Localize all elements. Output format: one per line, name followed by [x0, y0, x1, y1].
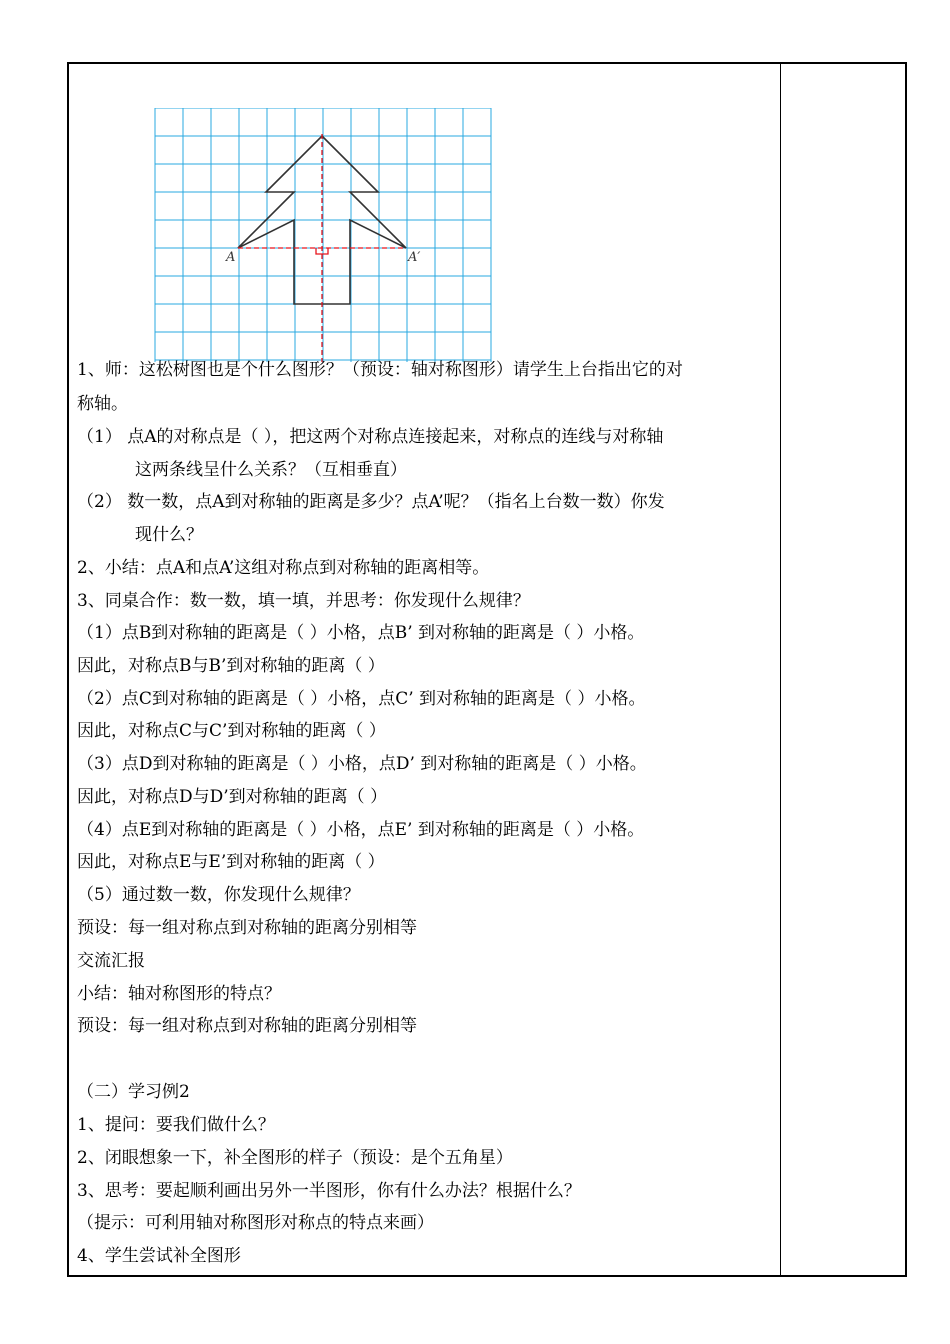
- pine-tree-symmetry-figure: [154, 108, 494, 364]
- text-line: 因此，对称点C与C’到对称轴的距离（ ）: [77, 721, 386, 741]
- table-border-top: [67, 62, 907, 64]
- text-line: （2） 数一数，点A到对称轴的距离是多少？点A’呢？（指名上台数一数）你发: [77, 492, 665, 512]
- text-line: 交流汇报: [77, 951, 145, 971]
- text-line: 小结：轴对称图形的特点？: [77, 984, 281, 1004]
- text-line: （4）点E到对称轴的距离是（ ）小格，点E’ 到对称轴的距离是（ ）小格。: [77, 820, 645, 840]
- text-line: 因此，对称点B与B’到对称轴的距离（ ）: [77, 656, 385, 676]
- table-border-bottom: [67, 1275, 907, 1277]
- text-line: 2、闭眼想象一下，补全图形的样子（预设：是个五角星）: [77, 1148, 513, 1168]
- text-line: 预设：每一组对称点到对称轴的距离分别相等: [77, 1016, 417, 1036]
- square-grid: [155, 108, 491, 362]
- text-line: 1、提问：要我们做什么？: [77, 1115, 275, 1135]
- text-line: 3、思考：要起顺利画出另外一半图形，你有什么办法？根据什么？: [77, 1181, 581, 1201]
- text-line: 这两条线呈什么关系？（互相垂直）: [135, 460, 407, 480]
- point-a-prime-label: A′: [408, 250, 421, 265]
- text-line: （1）点B到对称轴的距离是（ ）小格，点B’ 到对称轴的距离是（ ）小格。: [77, 623, 645, 643]
- text-line: 4、学生尝试补全图形: [77, 1246, 241, 1266]
- text-line: （3）点D到对称轴的距离是（ ）小格，点D’ 到对称轴的距离是（ ）小格。: [77, 754, 647, 774]
- text-line: 3、同桌合作：数一数，填一填，并思考：你发现什么规律？: [77, 591, 530, 611]
- point-a-label: A: [226, 250, 236, 265]
- text-line: 2、小结：点A和点A’这组对称点到对称轴的距离相等。: [77, 558, 490, 578]
- section-heading: （二）学习例2: [77, 1082, 190, 1102]
- table-border-right: [905, 62, 907, 1277]
- text-line: （提示：可利用轴对称图形对称点的特点来画）: [77, 1213, 434, 1233]
- table-border-left: [67, 62, 69, 1277]
- text-line: （1） 点A的对称点是（ ），把这两个对称点连接起来，对称点的连线与对称轴: [77, 427, 664, 447]
- text-line: 称轴。: [77, 394, 128, 414]
- text-line: 因此，对称点D与D’到对称轴的距离（ ）: [77, 787, 388, 807]
- text-line: （2）点C到对称轴的距离是（ ）小格，点C’ 到对称轴的距离是（ ）小格。: [77, 689, 646, 709]
- table-column-divider: [780, 62, 781, 1277]
- text-line: 因此，对称点E与E’到对称轴的距离（ ）: [77, 852, 385, 872]
- text-line: 现什么？: [135, 525, 203, 545]
- text-line: 1、师：这松树图也是个什么图形？（预设：轴对称图形）请学生上台指出它的对: [77, 360, 683, 380]
- text-line: （5）通过数一数，你发现什么规律？: [77, 885, 360, 905]
- text-line: 预设：每一组对称点到对称轴的距离分别相等: [77, 918, 417, 938]
